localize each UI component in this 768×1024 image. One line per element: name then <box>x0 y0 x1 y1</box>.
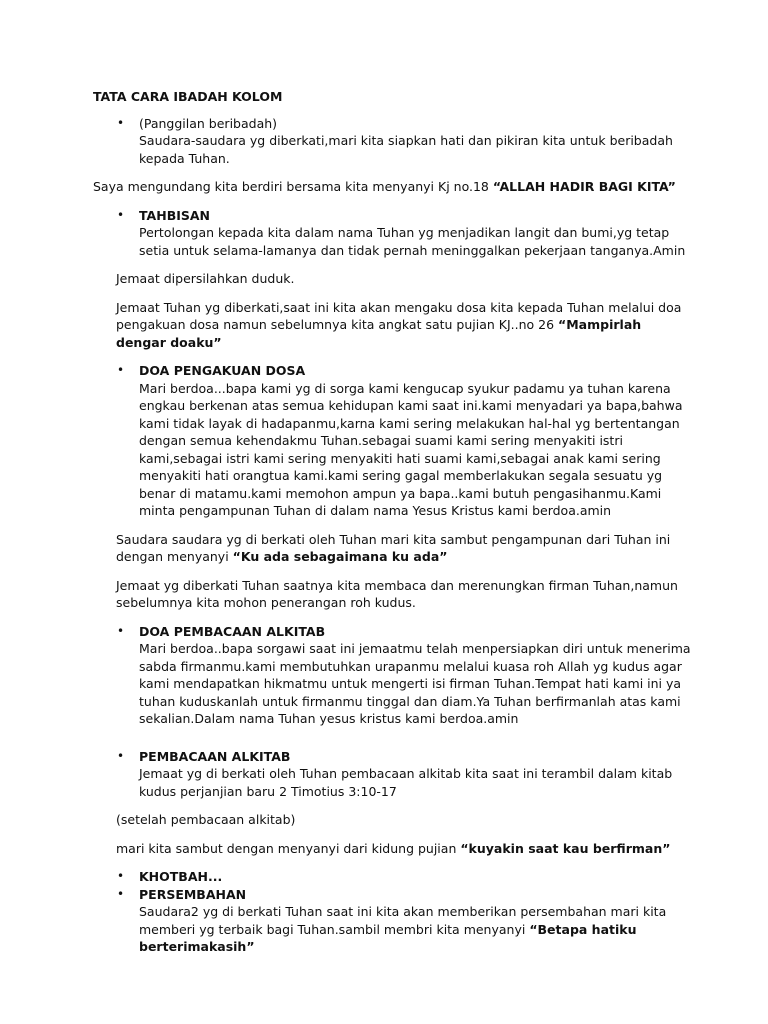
sambut-paragraph <box>93 840 693 858</box>
persembahan-heading: PERSEMBAHAN <box>139 886 247 902</box>
pengakuan-intro-paragraph <box>93 299 693 352</box>
pengakuan-intro-song: “Mampirlah dengar doaku” <box>116 317 642 350</box>
doa-pembacaan-body: Mari berdoa..bapa sorgawi saat ini jemaatmu telah menpersiapkan diri untuk menerima sabda firmanmu.kami membutuhkan urapanmu melalui kuasa roh Allah yg kudus agar kami mendapatkan hikmatmu untuk mengerti isi firman Tuhan.Tempat hati kami ini ya tuhan kuduskanlah untuk firmanmu tinggal dan diam.Ya Tuhan berfirmanlah atas kami sekalian.Dalam nama Tuhan yesus kristus kami berdoa.amin <box>139 641 691 726</box>
pembacaan-body: Jemaat yg di berkati oleh Tuhan pembacaan alkitab kita saat ini terambil dalam kitab kudus perjanjian baru 2 Timotius 3:10-17 <box>139 766 673 799</box>
bullet-icon: • <box>117 748 125 763</box>
list-item-persembahan <box>93 886 693 956</box>
panggilan-body: Saudara-saudara yg diberkati,mari kita siapkan hati dan pikiran kita untuk beribadah kepada Tuhan. <box>139 133 673 166</box>
sambut-song: “kuyakin saat kau berfirman” <box>460 840 671 856</box>
pengampunan-text: Saudara saudara yg di berkati oleh Tuhan mari kita sambut pengampunan dari Tuhan ini dengan menyanyi <box>116 531 671 564</box>
tahbisan-body: Pertolongan kepada kita dalam nama Tuhan yg menjadikan langit dan bumi,yg tetap setia untuk selama-lamanya dan tidak pernah meninggalkan pekerjaan tanganya.Amin <box>139 225 686 258</box>
doa-pengakuan-heading: DOA PENGAKUAN DOSA <box>139 363 306 378</box>
list-item-doa-pengakuan <box>93 362 693 520</box>
pengampunan-paragraph <box>93 531 693 566</box>
list-item-pembacaan <box>93 748 693 801</box>
bullet-icon: • <box>117 869 125 883</box>
bullet-icon: • <box>117 623 125 638</box>
bullet-icon: • <box>117 886 125 901</box>
intro-song: “ALLAH HADIR BAGI KITA” <box>492 179 676 194</box>
bullet-icon: • <box>117 363 125 377</box>
intro-paragraph <box>93 178 693 196</box>
duduk-paragraph: Jemaat dipersilahkan duduk. <box>116 271 295 286</box>
panggilan-heading: (Panggilan beribadah) <box>139 115 278 131</box>
pengampunan-song: “Ku ada sebagaimana ku ada” <box>232 549 448 564</box>
doa-pengakuan-body: Mari berdoa...bapa kami yg di sorga kami kengucap syukur padamu ya tuhan karena engkau berkenan atas semua kehidupan kami saat ini.kami menyadari ya bapa,bahwa kami tidak layak di hadapanmu,karna kami sering melakukan hal-hal yg bertentangan dengan semua kehendakmu Tuhan.sebagai suami kami sering menyakiti istri kami,sebagai istri kami sering menyakiti hati suami kami,sebagai anak kami sering menyakiti hati orangtua kami.kami sering gagal memberlakukan segala sesuatu yg benar di matamu.kami memohon ampun ya bapa..kami butuh pengasihanmu.Kami minta pengampunan Tuhan di dalam nama Yesus Kristus kami berdoa.amin <box>139 380 683 518</box>
khotbah-heading: KHOTBAH... <box>139 869 223 884</box>
bullet-icon: • <box>117 207 125 222</box>
page-title: TATA CARA IBADAH KOLOM <box>93 89 283 104</box>
persembahan-song: “Betapa hatiku berterimakasih” <box>139 921 637 954</box>
tahbisan-heading: TAHBISAN <box>139 207 211 223</box>
list-item-khotbah <box>93 868 693 886</box>
list-item-doa-pembacaan <box>93 623 693 728</box>
bullet-icon: • <box>117 115 125 130</box>
sambut-text: mari kita sambut dengan menyanyi dari kidung pujian <box>116 840 461 856</box>
intro-text: Saya mengundang kita berdiri bersama kita menyanyi Kj no.18 <box>93 179 493 194</box>
list-item-tahbisan <box>93 207 693 260</box>
pengakuan-intro-text: Jemaat Tuhan yg diberkati,saat ini kita akan mengaku dosa kita kepada Tuhan melalui doa pengakuan dosa namun sebelumnya kita angkat satu pujian KJ..no 26 <box>116 299 682 332</box>
persembahan-text: Saudara2 yg di berkati Tuhan saat ini kita akan memberikan persembahan mari kita memberi yg terbaik bagi Tuhan.sambil membri kita menyanyi <box>139 904 667 937</box>
document-content <box>93 88 693 956</box>
firman-intro-paragraph: Jemaat yg diberkati Tuhan saatnya kita membaca dan merenungkan firman Tuhan,namun sebelumnya kita mohon penerangan roh kudus. <box>116 577 678 610</box>
pembacaan-heading: PEMBACAAN ALKITAB <box>139 748 291 764</box>
list-item-panggilan <box>93 115 693 168</box>
setelah-paragraph: (setelah pembacaan alkitab) <box>116 812 296 827</box>
persembahan-body <box>139 903 693 956</box>
doa-pembacaan-heading: DOA PEMBACAAN ALKITAB <box>139 623 326 639</box>
